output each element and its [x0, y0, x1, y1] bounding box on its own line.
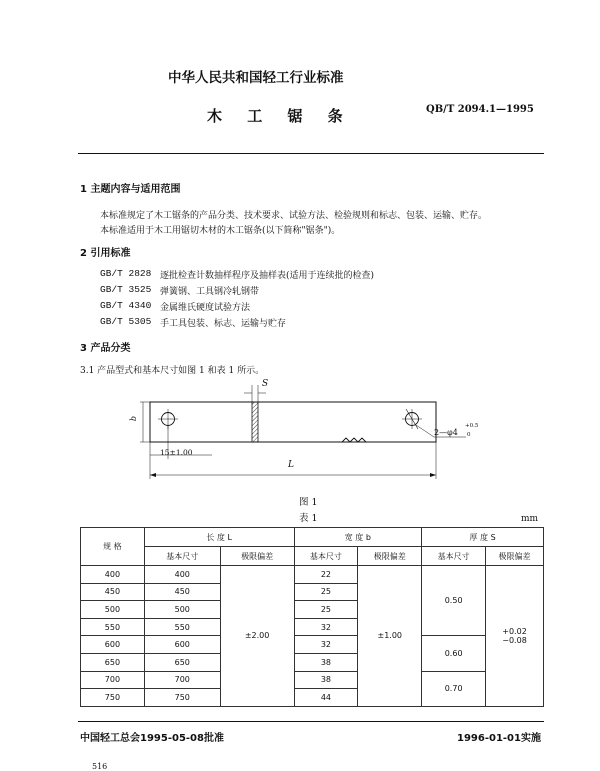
width-cell: 38	[294, 653, 358, 671]
spec-cell: 450	[81, 583, 145, 601]
table-row	[81, 671, 544, 689]
spec-cell: 700	[81, 671, 145, 689]
tolerance-header: 极限偏差	[486, 547, 544, 566]
length-cell: 550	[144, 618, 220, 636]
width-header: 宽 度 b	[294, 528, 422, 547]
width-cell: 25	[294, 583, 358, 601]
base-size-header: 基本尺寸	[422, 547, 486, 566]
length-cell: 450	[144, 583, 220, 601]
tolerance-header: 极限偏差	[220, 547, 294, 566]
approval-note: 中国轻工总会1995-05-08批准	[80, 733, 224, 744]
spec-cell: 500	[81, 601, 145, 619]
standard-code: QB/T 2094.1—1995	[426, 104, 534, 115]
section-hatch	[252, 402, 258, 442]
size-table	[80, 527, 544, 707]
thickness-cell: 0.60	[422, 636, 486, 671]
dim-s-label: S	[262, 379, 269, 389]
length-cell: 600	[144, 636, 220, 654]
page-number: 516	[92, 762, 108, 771]
ref-code: GB/T 5305	[100, 316, 152, 327]
length-tolerance-cell: ±2.00	[220, 566, 294, 707]
spec-cell: 600	[81, 636, 145, 654]
teeth-mark	[342, 438, 366, 442]
width-cell: 32	[294, 618, 358, 636]
tolerance-header: 极限偏差	[358, 547, 422, 566]
base-size-header: 基本尺寸	[144, 547, 220, 566]
header-rule	[78, 153, 544, 154]
section-1-heading: 1 主题内容与适用范围	[80, 184, 181, 195]
section-1-line-1: 本标准规定了木工锯条的产品分类、技术要求、试验方法、检验规则和标志、包装、运输、贮存。	[100, 211, 488, 221]
blade-outline	[150, 402, 436, 442]
width-cell: 44	[294, 689, 358, 707]
ref-title: 手工具包装、标志、运输与贮存	[160, 319, 287, 329]
thickness-tol-upper: +0.02	[502, 626, 527, 636]
section-1-line-2: 本标准适用于木工用锯切木材的木工锯条(以下简称"锯条")。	[100, 226, 341, 236]
document-title: 木 工 锯 条	[207, 107, 353, 125]
figure-caption: 图 1	[299, 497, 318, 508]
section-2-heading: 2 引用标准	[80, 248, 131, 259]
ref-code: GB/T 3525	[100, 284, 152, 295]
table-row	[81, 566, 544, 584]
dim-15-label: 15±1.00	[160, 448, 193, 457]
section-3-1-text: 3.1 产品型式和基本尺寸如图 1 和表 1 所示。	[80, 366, 265, 376]
width-tolerance-cell: ±1.00	[358, 566, 422, 707]
dim-b-label: b	[129, 415, 139, 422]
length-cell: 500	[144, 601, 220, 619]
width-cell: 32	[294, 636, 358, 654]
hole-label: 2—φ4	[434, 428, 458, 437]
spec-header: 规 格	[81, 528, 145, 566]
length-cell: 400	[144, 566, 220, 584]
length-cell: 750	[144, 689, 220, 707]
hole-tol-low: 0	[467, 432, 471, 438]
ref-title: 金属维氏硬度试验方法	[160, 303, 251, 313]
length-cell: 650	[144, 653, 220, 671]
thickness-tolerance-cell	[486, 566, 544, 707]
org-name: 中华人民共和国轻工行业标准	[168, 70, 344, 86]
hole-tol-up: +0.5	[465, 423, 479, 429]
implementation-date: 1996-01-01实施	[457, 733, 541, 744]
length-header: 长 度 L	[144, 528, 294, 547]
base-size-header: 基本尺寸	[294, 547, 358, 566]
spec-cell: 400	[81, 566, 145, 584]
width-cell: 38	[294, 671, 358, 689]
spec-cell: 650	[81, 653, 145, 671]
spec-cell: 550	[81, 618, 145, 636]
width-cell: 22	[294, 566, 358, 584]
thickness-cell: 0.50	[422, 566, 486, 636]
footer-rule	[78, 721, 544, 722]
section-3-heading: 3 产品分类	[80, 343, 131, 354]
spec-cell: 750	[81, 689, 145, 707]
ref-title: 弹簧钢、工具钢冷轧钢带	[160, 287, 260, 297]
table-unit: mm	[521, 514, 539, 524]
thickness-tol-lower: −0.08	[502, 635, 527, 645]
thickness-header: 厚 度 S	[422, 528, 544, 547]
ref-code: GB/T 2828	[100, 268, 152, 279]
table-row	[81, 636, 544, 654]
ref-code: GB/T 4340	[100, 300, 152, 311]
thickness-cell: 0.70	[422, 671, 486, 706]
length-cell: 700	[144, 671, 220, 689]
table-caption: 表 1	[299, 513, 318, 524]
dim-l-label: L	[288, 460, 294, 470]
width-cell: 25	[294, 601, 358, 619]
ref-title: 逐批检查计数抽样程序及抽样表(适用于连续批的检查)	[160, 271, 375, 281]
